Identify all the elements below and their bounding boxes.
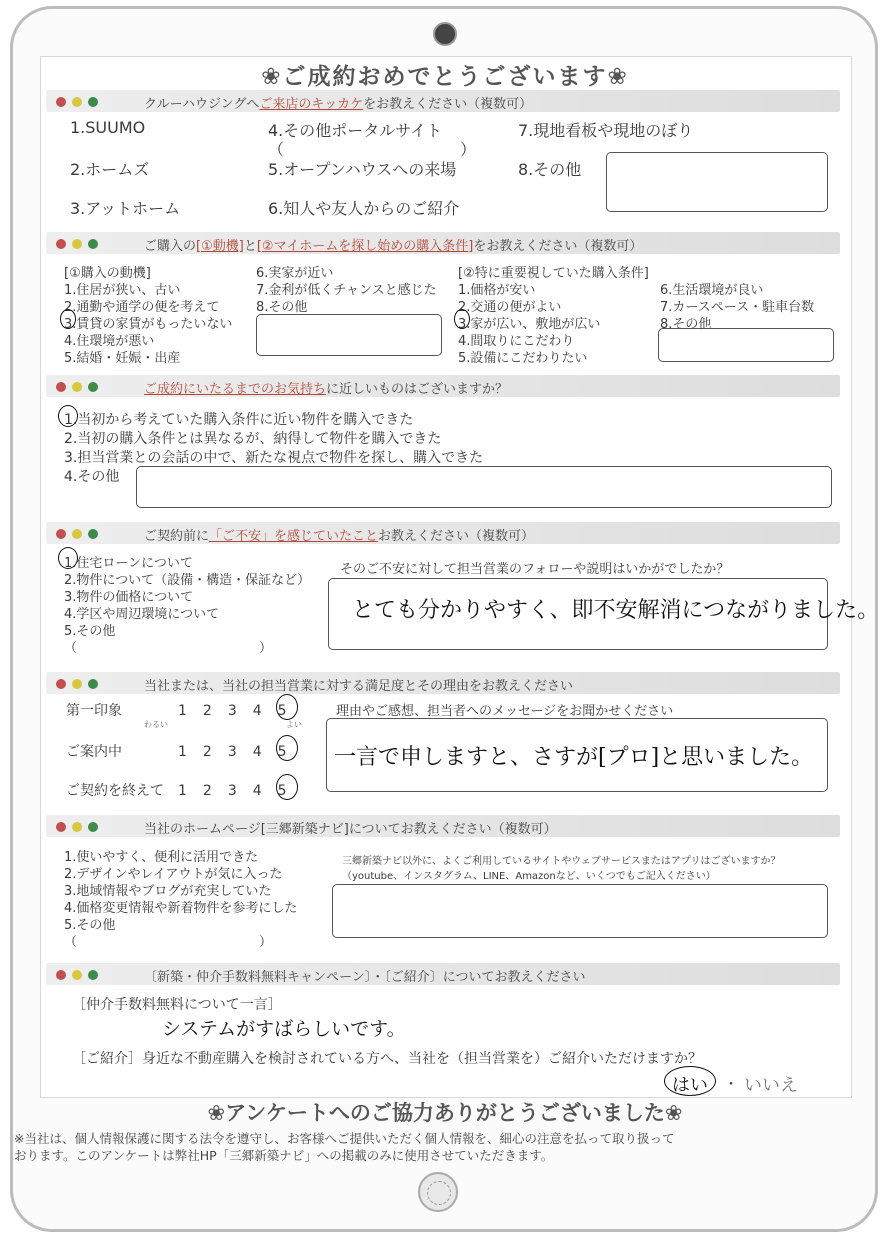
- rating-circle: [276, 774, 298, 800]
- question-text: そのご不安に対して担当営業のフォローや説明はいかがでしたか？: [340, 562, 730, 577]
- option: 8.その他: [518, 160, 582, 179]
- list-item: 3.家が広い、敷地が広い: [458, 317, 601, 332]
- list-item: 3.物件の価格について: [64, 590, 194, 605]
- question-text: （youtube、インスタグラム、LINE、Amazonなど、いくつでもご記入ください）: [342, 871, 716, 882]
- privacy-note: おります。このアンケートは弊社HP「三郷新築ナビ」への掲載のみに使用させていただきます。: [14, 1148, 554, 1163]
- list-item: 1.住居が狭い、古い: [64, 283, 181, 298]
- section-concerns-header: ご契約前に「ご不安」を感じていたことお教えください（複数可）: [46, 522, 840, 544]
- rating-scale: 1 2 3 4 5: [178, 783, 288, 799]
- list-item: 5.設備にこだわりたい: [458, 351, 588, 366]
- question-text: 三郷新築ナビ以外に、よくご利用しているサイトやウェブサービスまたはアプリはございますか？: [342, 856, 781, 867]
- option: 2.ホームズ: [70, 160, 150, 179]
- option-blank: （ ）: [268, 140, 477, 159]
- option: 5.オープンハウスへの来場: [268, 160, 457, 179]
- list-item: 4.間取りにこだわり: [458, 334, 575, 349]
- other-field: [658, 328, 834, 362]
- rating-label: ご契約を終えて: [66, 783, 164, 799]
- list-item: 5.結婚・妊娠・出産: [64, 351, 181, 366]
- other-field: [606, 152, 828, 212]
- list-item: 1.価格が安い: [458, 283, 536, 298]
- list-item: 4.住環境が悪い: [64, 334, 155, 349]
- list-item: 3.賃貸の家賃がもったいない: [64, 317, 233, 332]
- list-item: 1.当初から考えていた購入条件に近い物件を購入できた: [64, 412, 414, 428]
- question-text: ［ご紹介］身近な不動産購入を検討されている方へ、当社を（担当営業を）ご紹介いただけますか？: [72, 1051, 702, 1067]
- question-text: ［仲介手数料無料について一言］: [72, 997, 282, 1013]
- option: 6.知人や友人からのご紹介: [268, 199, 460, 218]
- privacy-note: ※当社は、個人情報保護に関する法令を遵守し、お客様へご提供いただく個人情報を、細心の注意を払って取り扱って: [14, 1131, 675, 1146]
- rating-label: ご案内中: [66, 744, 122, 760]
- list-item: 4.学区や周辺環境について: [64, 607, 220, 622]
- motive-title: [①購入の動機]: [64, 266, 151, 281]
- option: 4.その他ポータルサイト: [268, 121, 443, 140]
- low-label: わるい: [144, 720, 168, 729]
- list-item: 2.物件について（設備・構造・保証など）: [64, 573, 311, 588]
- list-item: 6.実家が近い: [256, 266, 334, 281]
- selection-circle: [664, 1066, 716, 1096]
- list-item: 2.デザインやレイアウトが気に入った: [64, 867, 283, 882]
- section-motive-header: ご購入の[①動機]と[②マイホームを探し始めの購入条件]をお教えください（複数可）: [46, 232, 840, 254]
- section-campaign-header: 〔新築・仲介手数料無料キャンペーン〕・〔ご紹介〕についてお教えください: [46, 963, 840, 985]
- section-feelings-header: ご成約にいたるまでのお気持ちに近しいものはございますか？: [46, 375, 840, 397]
- home-button: [418, 1172, 458, 1212]
- list-item: 7.金利が低くチャンスと感じた: [256, 283, 437, 298]
- yes-option: はい: [672, 1075, 708, 1096]
- rating-scale: 1 2 3 4 5: [178, 703, 288, 719]
- list-item: （ ）: [64, 935, 273, 950]
- list-item: 1.住宅ローンについて: [64, 556, 193, 571]
- list-item: 4.その他: [64, 469, 120, 485]
- option: 7.現地看板や現地のぼり: [518, 121, 694, 140]
- camera-icon: [433, 22, 457, 46]
- list-item: 5.その他: [64, 624, 116, 639]
- list-item: 1.使いやすく、便利に活用できた: [64, 850, 259, 865]
- option: 1.SUUMO: [70, 118, 146, 137]
- list-item: 5.その他: [64, 918, 116, 933]
- no-option: いいえ: [744, 1075, 798, 1096]
- answer-field: [332, 884, 828, 938]
- rating-scale: 1 2 3 4 5: [178, 744, 288, 760]
- selection-circle: [60, 309, 76, 329]
- conditions-title: [②特に重要視していた購入条件]: [458, 266, 649, 281]
- selection-circle: [58, 547, 78, 569]
- rating-circle: [276, 694, 298, 720]
- section-visit-trigger-header: クルーハウジングへご来店のキッカケをお教えください（複数可）: [46, 90, 840, 112]
- list-item: 2.通勤や通学の便を考えて: [64, 300, 220, 315]
- footer-title: ❀アンケートへのご協力ありがとうございました❀: [207, 1101, 683, 1125]
- other-field: [136, 466, 832, 508]
- other-field: [256, 314, 442, 356]
- list-item: 3.地域情報やブログが充実していた: [64, 884, 272, 899]
- handwritten-answer: システムがすばらしいです。: [162, 1018, 406, 1040]
- rating-circle: [276, 735, 298, 761]
- selection-circle: [58, 405, 78, 427]
- option: 3.アットホーム: [70, 199, 181, 218]
- list-item: 8.その他: [256, 300, 308, 315]
- question-text: 理由やご感想、担当者へのメッセージをお聞かせください: [336, 704, 674, 719]
- section-homepage-header: 当社のホームページ[三郷新築ナビ]についてお教えください（複数可）: [46, 815, 840, 837]
- section-satisfaction-header: 当社または、当社の担当営業に対する満足度とその理由をお教えください: [46, 672, 840, 694]
- list-item: 2.交通の便がよい: [458, 300, 562, 315]
- list-item: （ ）: [64, 641, 273, 656]
- list-item: 8.その他: [660, 317, 712, 332]
- list-item: 4.価格変更情報や新着物件を参考にした: [64, 901, 298, 916]
- handwritten-answer: 一言で申しますと、さすが[プロ]と思いました。: [334, 745, 814, 770]
- rating-label: 第一印象: [66, 703, 122, 719]
- selection-circle: [454, 309, 470, 329]
- page-title: ❀ご成約おめでとうございます❀: [261, 64, 629, 90]
- list-item: 2.当初の購入条件とは異なるが、納得して物件を購入できた: [64, 431, 442, 447]
- list-item: 6.生活環境が良い: [660, 283, 764, 298]
- separator: ・: [724, 1077, 738, 1093]
- high-label: よい: [286, 720, 302, 729]
- list-item: 7.カースペース・駐車台数: [660, 300, 815, 315]
- handwritten-answer: とても分かりやすく、即不安解消につながりました。: [352, 598, 880, 623]
- list-item: 3.担当営業との会話の中で、新たな視点で物件を探し、購入できた: [64, 450, 484, 466]
